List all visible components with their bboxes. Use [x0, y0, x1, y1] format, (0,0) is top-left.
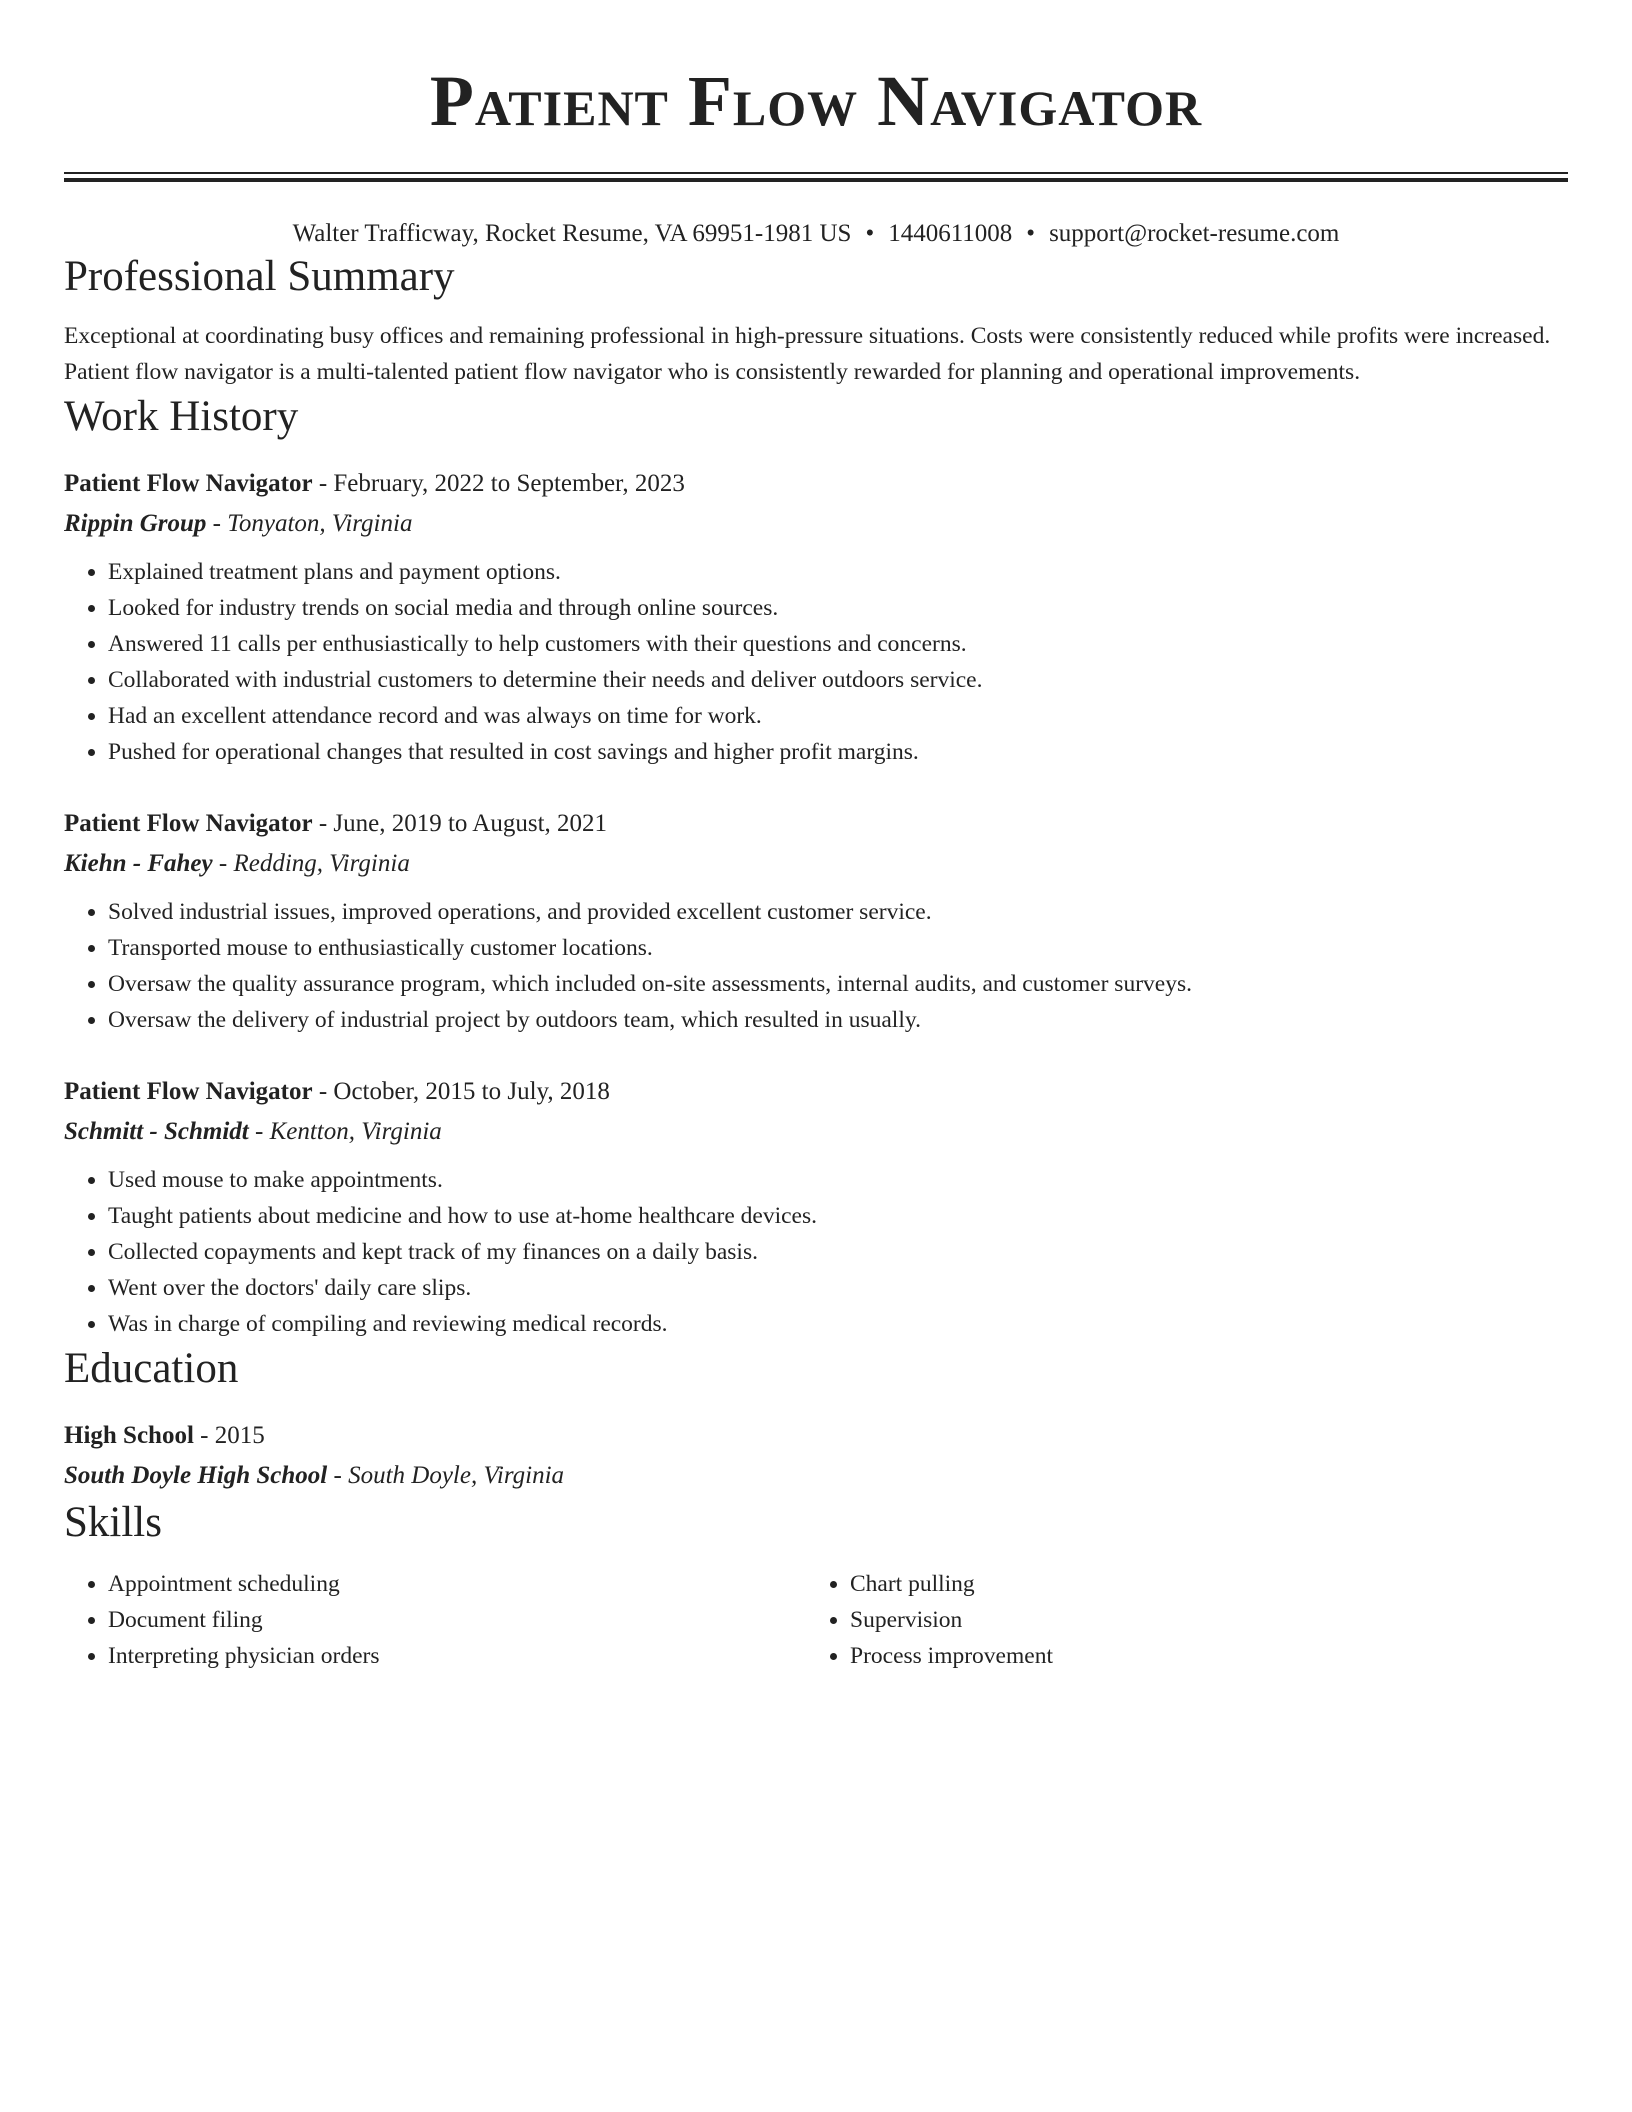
skill-item: • Document filing — [108, 1602, 806, 1638]
job-bullet: • Went over the doctors' daily care slips. — [108, 1270, 1568, 1306]
job-bullet: • Oversaw the quality assurance program, which included on-site assessments, internal audits, and customer surveys. — [108, 966, 1568, 1002]
job-title-line — [64, 1072, 1568, 1112]
job-bullet: • Looked for industry trends on social media and through online sources. — [108, 590, 1568, 626]
skill-item: • Interpreting physician orders — [108, 1638, 806, 1674]
job-entry — [64, 804, 1568, 1038]
skill-item: • Supervision — [850, 1602, 1568, 1638]
job-bullet: • Transported mouse to enthusiastically customer locations. — [108, 930, 1568, 966]
summary-heading: Professional Summary — [64, 253, 455, 300]
job-bullet: • Solved industrial issues, improved operations, and provided excellent customer service. — [108, 894, 1568, 930]
skills-list-left — [64, 1566, 806, 1674]
job-title: Patient Flow Navigator — [64, 470, 313, 497]
job-bullet: • Used mouse to make appointments. — [108, 1162, 1568, 1198]
job-bullet: • Taught patients about medicine and how to use at-home healthcare devices. — [108, 1198, 1568, 1234]
education-school: South Doyle High School — [64, 1462, 328, 1489]
job-bullet: • Pushed for operational changes that resulted in cost savings and higher profit margins. — [108, 734, 1568, 770]
skill-item: • Process improvement — [850, 1638, 1568, 1674]
resume-name: Patient Flow Navigator — [429, 61, 1203, 141]
work-history-heading: Work History — [64, 393, 299, 440]
education-year: - 2015 — [193, 1422, 265, 1449]
job-bullet: • Had an excellent attendance record and was always on time for work. — [108, 698, 1568, 734]
job-location: - Kentton, Virginia — [248, 1118, 442, 1145]
skill-item: • Appointment scheduling — [108, 1566, 806, 1602]
contact-line — [64, 218, 1568, 250]
job-title: Patient Flow Navigator — [64, 810, 313, 837]
job-title-line — [64, 804, 1568, 844]
contact-address: Walter Trafficway, Rocket Resume, VA 69951-1981 US — [292, 220, 852, 247]
education-degree: High School — [64, 1422, 194, 1449]
education-entry — [64, 1416, 1568, 1496]
job-bullets — [64, 894, 1568, 1038]
job-bullet: • Collaborated with industrial customers to determine their needs and deliver outdoors service. — [108, 662, 1568, 698]
skill-item: • Chart pulling — [850, 1566, 1568, 1602]
contact-separator: • — [1026, 220, 1036, 247]
job-title-line — [64, 464, 1568, 504]
job-company: Schmitt - Schmidt — [64, 1118, 249, 1145]
skills-columns — [64, 1566, 1568, 1674]
job-location: - Redding, Virginia — [212, 850, 410, 877]
job-company: Kiehn - Fahey — [64, 850, 213, 877]
education-heading: Education — [64, 1345, 239, 1392]
job-bullets — [64, 1162, 1568, 1342]
job-bullets — [64, 554, 1568, 770]
job-dates: - June, 2019 to August, 2021 — [312, 810, 608, 837]
job-company-line — [64, 504, 1568, 544]
job-entry — [64, 464, 1568, 770]
job-company: Rippin Group — [64, 510, 207, 537]
education-location: - South Doyle, Virginia — [327, 1462, 565, 1489]
contact-phone: 1440611008 — [888, 220, 1013, 247]
job-dates: - February, 2022 to September, 2023 — [312, 470, 685, 497]
contact-email: support@rocket-resume.com — [1049, 220, 1340, 247]
education-degree-line — [64, 1416, 1568, 1456]
skills-heading: Skills — [64, 1499, 162, 1546]
job-bullet: • Answered 11 calls per enthusiastically to help customers with their questions and concerns. — [108, 626, 1568, 662]
job-company-line — [64, 844, 1568, 884]
header-double-rule — [64, 172, 1568, 182]
job-entry — [64, 1072, 1568, 1342]
job-company-line — [64, 1112, 1568, 1152]
job-bullet: • Collected copayments and kept track of my finances on a daily basis. — [108, 1234, 1568, 1270]
job-title: Patient Flow Navigator — [64, 1078, 313, 1105]
job-bullet: • Was in charge of compiling and reviewing medical records. — [108, 1306, 1568, 1342]
summary-text: Exceptional at coordinating busy offices and remaining professional in high-pressure situations. Costs were consistently reduced while profits were increased. Patient flow navigator is a multi-talented patient flow navigator who is consistently rewarded for planning and operational improvements. — [64, 323, 1551, 385]
job-dates: - October, 2015 to July, 2018 — [312, 1078, 610, 1105]
education-school-line — [64, 1456, 1568, 1496]
job-bullet: • Oversaw the delivery of industrial project by outdoors team, which resulted in usually. — [108, 1002, 1568, 1038]
contact-separator: • — [865, 220, 875, 247]
job-location: - Tonyaton, Virginia — [206, 510, 413, 537]
skills-list-right — [806, 1566, 1568, 1674]
job-bullet: • Explained treatment plans and payment options. — [108, 554, 1568, 590]
